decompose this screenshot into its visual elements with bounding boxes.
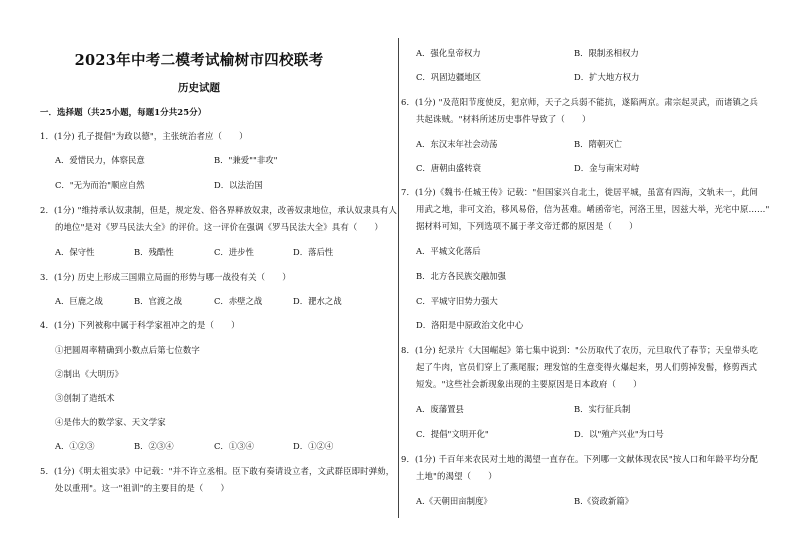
exam-subtitle: 历史试题 bbox=[178, 82, 220, 94]
q8-stem-line3: 短发。"这些社会新现象出现的主要原因是日本政府（ ） bbox=[416, 379, 642, 389]
q3-option-a: A．巨鹿之战 bbox=[55, 296, 103, 306]
q4-option-d: D．①②④ bbox=[293, 441, 334, 451]
q4-item-2: ②制出《大明历》 bbox=[55, 369, 124, 379]
q2-stem-line1: 2．(1分) "维持承认奴隶制，但是，规定发、俗各界释放奴隶，改善奴隶地位，承认奴隶具有人 bbox=[40, 205, 398, 215]
q6-stem-line2: 共起诛贼。"材料所述历史事件导致了（ ） bbox=[416, 114, 591, 124]
q4-option-a: A．①②③ bbox=[55, 441, 95, 451]
q1-option-c: C．"无为而治"顺应自然 bbox=[55, 180, 145, 190]
q5-stem-line1: 5．(1分)《明太祖实录》中记载："并不许立丞相。臣下敢有奏请设立者，文武群臣即时弹劾， bbox=[40, 466, 395, 476]
column-divider bbox=[398, 38, 399, 518]
q1-stem: 1．(1分) 孔子提倡"为政以德"，主张统治者应（ ） bbox=[40, 131, 248, 141]
q8-stem-line1: 8．(1分) 纪录片《大国崛起》第七集中说到："公历取代了农历，元旦取代了春节；天皇带头吃 bbox=[401, 345, 759, 355]
exam-title: 2023年中考二模考试榆树市四校联考 bbox=[74, 52, 324, 69]
q4-item-4: ④是伟大的数学家、天文学家 bbox=[55, 417, 166, 427]
q5-option-a: A．强化皇帝权力 bbox=[416, 48, 481, 58]
q6-option-a: A．东汉末年社会动荡 bbox=[416, 139, 498, 149]
q9-option-b: B.《资政新篇》 bbox=[574, 496, 634, 506]
q3-option-b: B．官渡之战 bbox=[134, 296, 183, 306]
q8-option-d: D．以"殖产兴业"为口号 bbox=[574, 429, 664, 439]
q1-option-a: A．爱惜民力，体察民意 bbox=[55, 155, 145, 165]
q3-option-c: C．赤壁之战 bbox=[214, 296, 263, 306]
q6-stem-line1: 6．(1分) "及范阳节度使反，犯京师，天子之兵弱不能抗，遂陷两京。肃宗起灵武，而诸镇之兵 bbox=[401, 97, 759, 107]
q1-option-d: D．以法治国 bbox=[214, 180, 263, 190]
q9-stem-line2: 土地"的渴望（ ） bbox=[416, 471, 497, 481]
q3-stem: 3．(1分) 历史上形成三国鼎立局面的形势与哪一战役有关（ ） bbox=[40, 272, 291, 282]
q7-option-c: C．平城守旧势力强大 bbox=[416, 296, 498, 306]
q5-option-c: C．巩固边疆地区 bbox=[416, 72, 482, 82]
q2-option-c: C．进步性 bbox=[214, 247, 254, 257]
q8-option-a: A．废藩置县 bbox=[416, 404, 464, 414]
q4-stem: 4．(1分) 下列被称中属于科学家祖冲之的是（ ） bbox=[40, 320, 240, 330]
q7-option-a: A．平城文化落后 bbox=[416, 246, 481, 256]
q2-option-d: D．落后性 bbox=[293, 247, 334, 257]
q5-option-d: D．扩大地方权力 bbox=[574, 72, 640, 82]
q5-option-b: B．限制丞相权力 bbox=[574, 48, 639, 58]
q2-option-b: B．残酷性 bbox=[134, 247, 174, 257]
q4-item-1: ①把圆周率精确到小数点后第七位数字 bbox=[55, 345, 200, 355]
section-heading: 一．选择题（共25小题，每题1分共25分） bbox=[40, 107, 207, 117]
q9-stem-line1: 9．(1分) 千百年来农民对土地的渴望一直存在。下列哪一文献体现农民"按人口和年龄平均分配 bbox=[401, 454, 759, 464]
q2-option-a: A．保守性 bbox=[55, 247, 95, 257]
q9-option-a: A.《天朝田亩制度》 bbox=[416, 496, 492, 506]
q4-option-c: C．①③④ bbox=[214, 441, 254, 451]
q7-stem-line1: 7．(1分)《魏书·任城王传》记载："但国家兴自北土，徙居平城，虽富有四海，文轨未一，此间 bbox=[401, 187, 759, 197]
q7-option-b: B．北方各民族交融加强 bbox=[416, 271, 506, 281]
q4-item-3: ③创制了造纸术 bbox=[55, 393, 115, 403]
q6-option-d: D．金与南宋对峙 bbox=[574, 163, 640, 173]
q5-stem-line2: 处以重刑"。这一"祖训"的主要目的是（ ） bbox=[55, 483, 229, 493]
q6-option-b: B．隋朝灭亡 bbox=[574, 139, 623, 149]
q8-option-c: C．提倡"文明开化" bbox=[416, 429, 489, 439]
q7-option-d: D．洛阳是中原政治文化中心 bbox=[416, 320, 524, 330]
q8-stem-line2: 起了牛肉，官员们穿上了燕尾服；理发馆的生意变得火爆起来，男人们剪掉发髻，修剪西式 bbox=[416, 362, 757, 372]
q6-option-c: C．唐朝由盛转衰 bbox=[416, 163, 482, 173]
q2-stem-line2: 的地位"是对《罗马民法大全》的评价。这一评价在强调《罗马民法大全》具有（ ） bbox=[55, 222, 383, 232]
q8-option-b: B．实行征兵制 bbox=[574, 404, 631, 414]
q3-option-d: D．淝水之战 bbox=[293, 296, 342, 306]
right-column bbox=[401, 0, 794, 560]
q4-option-b: B．②③④ bbox=[134, 441, 174, 451]
q7-stem-line2: 用武之地，非可文治，移风易俗，信为甚难。崤函帝宅，河洛王里，因兹大举，光宅中原……" bbox=[416, 204, 770, 214]
q7-stem-line3: 据材料可知，下列选项不属于孝文帝迁都的原因是（ ） bbox=[416, 221, 638, 231]
q1-option-b: B．"兼爱""非攻" bbox=[214, 155, 278, 165]
